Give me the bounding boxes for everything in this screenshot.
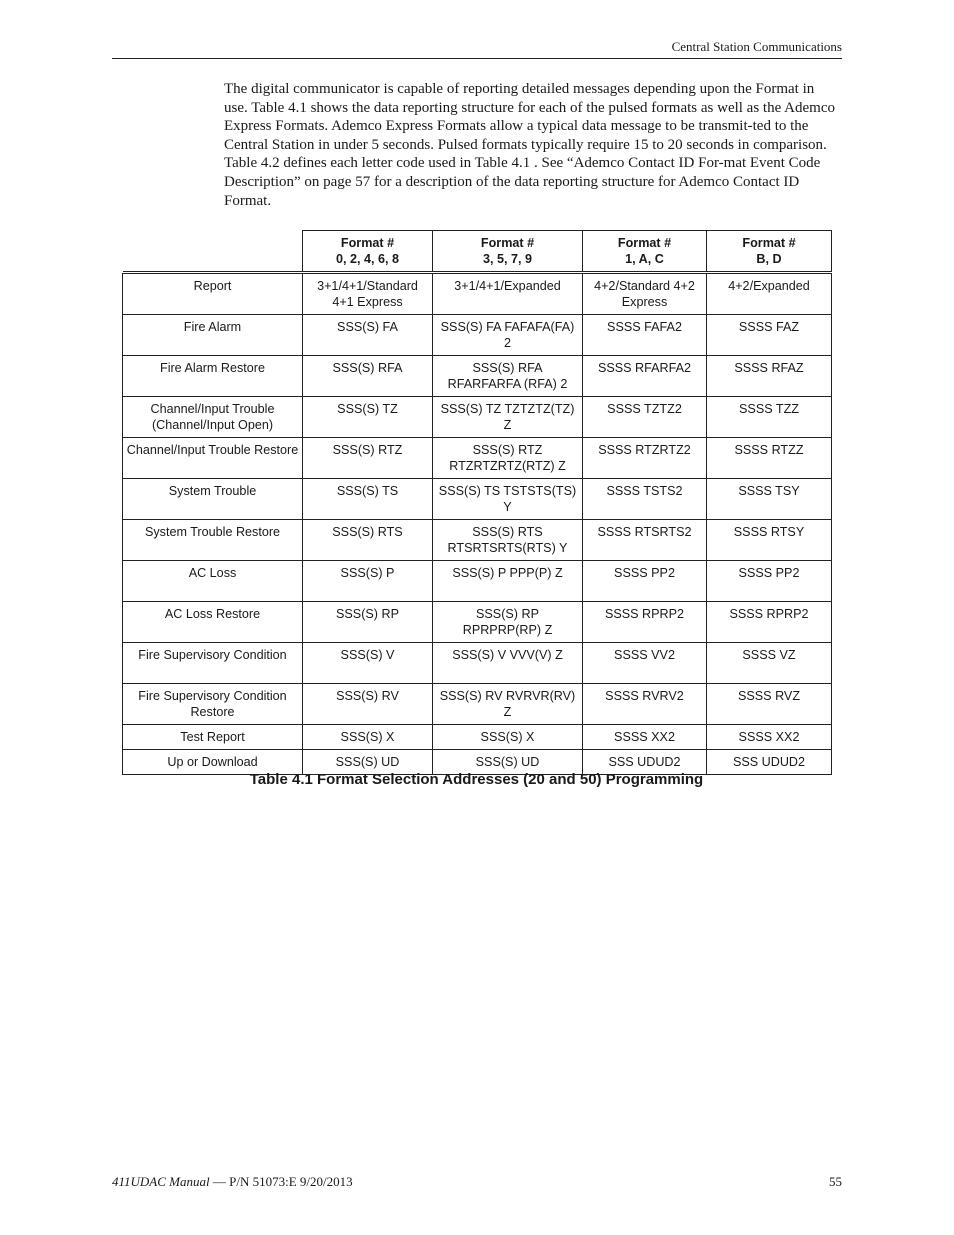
table-row [123, 479, 832, 520]
table-row [123, 684, 832, 725]
format-b-d-cell: SSSS FAZ [707, 315, 832, 356]
footer-manual-info [112, 1174, 353, 1190]
format-0-2-4-6-8-cell: SSS(S) RTS [303, 520, 433, 561]
format-3-5-7-9-cell: SSS(S) RTZ RTZRTZRTZ(RTZ) Z [433, 438, 583, 479]
format-table [122, 230, 832, 775]
table-row [123, 315, 832, 356]
format-0-2-4-6-8-cell: 3+1/4+1/Standard 4+1 Express [303, 274, 433, 315]
format-b-d-cell: SSSS VZ [707, 643, 832, 684]
format-b-d-cell: SSSS RVZ [707, 684, 832, 725]
table-row [123, 274, 832, 315]
table-row [123, 561, 832, 602]
manual-title: 411UDAC Manual [112, 1174, 210, 1189]
header-format-3-5-7-9: Format # 3, 5, 7, 9 [433, 231, 583, 272]
page-header [112, 38, 842, 59]
format-b-d-cell: 4+2/Expanded [707, 274, 832, 315]
format-1-a-c-cell: SSS UDUD2 [583, 750, 707, 775]
part-number-date: — P/N 51073:E 9/20/2013 [209, 1174, 353, 1189]
format-3-5-7-9-cell: SSS(S) TZ TZTZTZ(TZ) Z [433, 397, 583, 438]
table-row [123, 397, 832, 438]
format-3-5-7-9-cell: SSS(S) RTS RTSRTSRTS(RTS) Y [433, 520, 583, 561]
format-0-2-4-6-8-cell: SSS(S) TS [303, 479, 433, 520]
table-body [123, 272, 832, 775]
format-3-5-7-9-cell: SSS(S) RP RPRPRP(RP) Z [433, 602, 583, 643]
table-row [123, 725, 832, 750]
event-cell: System Trouble Restore [123, 520, 303, 561]
event-cell: System Trouble [123, 479, 303, 520]
table-row [123, 356, 832, 397]
format-1-a-c-cell: SSSS XX2 [583, 725, 707, 750]
format-3-5-7-9-cell: SSS(S) X [433, 725, 583, 750]
format-0-2-4-6-8-cell: SSS(S) RTZ [303, 438, 433, 479]
format-b-d-cell: SSSS RTSY [707, 520, 832, 561]
format-1-a-c-cell: SSSS TZTZ2 [583, 397, 707, 438]
header-format-0-2-4-6-8: Format # 0, 2, 4, 6, 8 [303, 231, 433, 272]
table-header-row [123, 231, 832, 272]
format-0-2-4-6-8-cell: SSS(S) X [303, 725, 433, 750]
format-b-d-cell: SSSS TSY [707, 479, 832, 520]
format-0-2-4-6-8-cell: SSS(S) FA [303, 315, 433, 356]
format-0-2-4-6-8-cell: SSS(S) P [303, 561, 433, 602]
format-3-5-7-9-cell: SSS(S) TS TSTSTS(TS) Y [433, 479, 583, 520]
event-cell: Fire Supervisory Condition [123, 643, 303, 684]
format-1-a-c-cell: SSSS PP2 [583, 561, 707, 602]
header-format-b-d: Format # B, D [707, 231, 832, 272]
header-blank-cell [123, 231, 303, 272]
format-0-2-4-6-8-cell: SSS(S) RP [303, 602, 433, 643]
format-b-d-cell: SSSS XX2 [707, 725, 832, 750]
header-format-1-a-c: Format # 1, A, C [583, 231, 707, 272]
table-row [123, 643, 832, 684]
format-1-a-c-cell: SSSS RTZRTZ2 [583, 438, 707, 479]
format-1-a-c-cell: SSSS RTSRTS2 [583, 520, 707, 561]
format-b-d-cell: SSSS RFAZ [707, 356, 832, 397]
format-3-5-7-9-cell: SSS(S) P PPP(P) Z [433, 561, 583, 602]
event-cell: AC Loss [123, 561, 303, 602]
format-1-a-c-cell: SSSS RVRV2 [583, 684, 707, 725]
event-cell: Channel/Input Trouble (Channel/Input Open) [123, 397, 303, 438]
format-1-a-c-cell: 4+2/Standard 4+2 Express [583, 274, 707, 315]
format-1-a-c-cell: SSSS RPRP2 [583, 602, 707, 643]
format-b-d-cell: SSSS PP2 [707, 561, 832, 602]
table-row [123, 438, 832, 479]
event-cell: Fire Alarm Restore [123, 356, 303, 397]
format-b-d-cell: SSSS RPRP2 [707, 602, 832, 643]
format-0-2-4-6-8-cell: SSS(S) V [303, 643, 433, 684]
format-3-5-7-9-cell: SSS(S) RV RVRVR(RV) Z [433, 684, 583, 725]
event-cell: Test Report [123, 725, 303, 750]
format-b-d-cell: SSSS TZZ [707, 397, 832, 438]
format-b-d-cell: SSSS RTZZ [707, 438, 832, 479]
format-3-5-7-9-cell: SSS(S) UD [433, 750, 583, 775]
format-3-5-7-9-cell: 3+1/4+1/Expanded [433, 274, 583, 315]
format-0-2-4-6-8-cell: SSS(S) RFA [303, 356, 433, 397]
event-cell: Up or Download [123, 750, 303, 775]
format-b-d-cell: SSS UDUD2 [707, 750, 832, 775]
intro-paragraph: The digital communicator is capable of reporting detailed messages depending upon the Format in use. Table 4.1 shows the data reporting structure for each of the pulsed formats as well as the Ademco Express Formats. Ademco Express Formats allow a typical data message to be transmit-ted to the Central Station in under 5 seconds. Pulsed formats typically require 15 to 20 seconds in comparison. Table 4.2 defines each letter code used in Table 4.1 . See “Ademco Contact ID For-mat Event Code Description” on page 57 for a description of the data reporting structure for Ademco Contact ID Format. [224, 81, 835, 209]
event-cell: AC Loss Restore [123, 602, 303, 643]
event-cell: Fire Alarm [123, 315, 303, 356]
event-cell: Fire Supervisory Condition Restore [123, 684, 303, 725]
table-caption: Table 4.1 Format Selection Addresses (20 and 50) Programming [249, 771, 704, 788]
format-3-5-7-9-cell: SSS(S) FA FAFAFA(FA) 2 [433, 315, 583, 356]
event-cell: Report [123, 274, 303, 315]
format-0-2-4-6-8-cell: SSS(S) RV [303, 684, 433, 725]
format-3-5-7-9-cell: SSS(S) V VVV(V) Z [433, 643, 583, 684]
page-number: 55 [829, 1174, 842, 1189]
format-1-a-c-cell: SSSS RFARFA2 [583, 356, 707, 397]
table-row [123, 520, 832, 561]
header-title: Central Station Communications [671, 39, 842, 54]
format-0-2-4-6-8-cell: SSS(S) TZ [303, 397, 433, 438]
format-1-a-c-cell: SSSS VV2 [583, 643, 707, 684]
format-1-a-c-cell: SSSS FAFA2 [583, 315, 707, 356]
table-row [123, 602, 832, 643]
format-1-a-c-cell: SSSS TSTS2 [583, 479, 707, 520]
format-0-2-4-6-8-cell: SSS(S) UD [303, 750, 433, 775]
event-cell: Channel/Input Trouble Restore [123, 438, 303, 479]
format-3-5-7-9-cell: SSS(S) RFA RFARFARFA (RFA) 2 [433, 356, 583, 397]
